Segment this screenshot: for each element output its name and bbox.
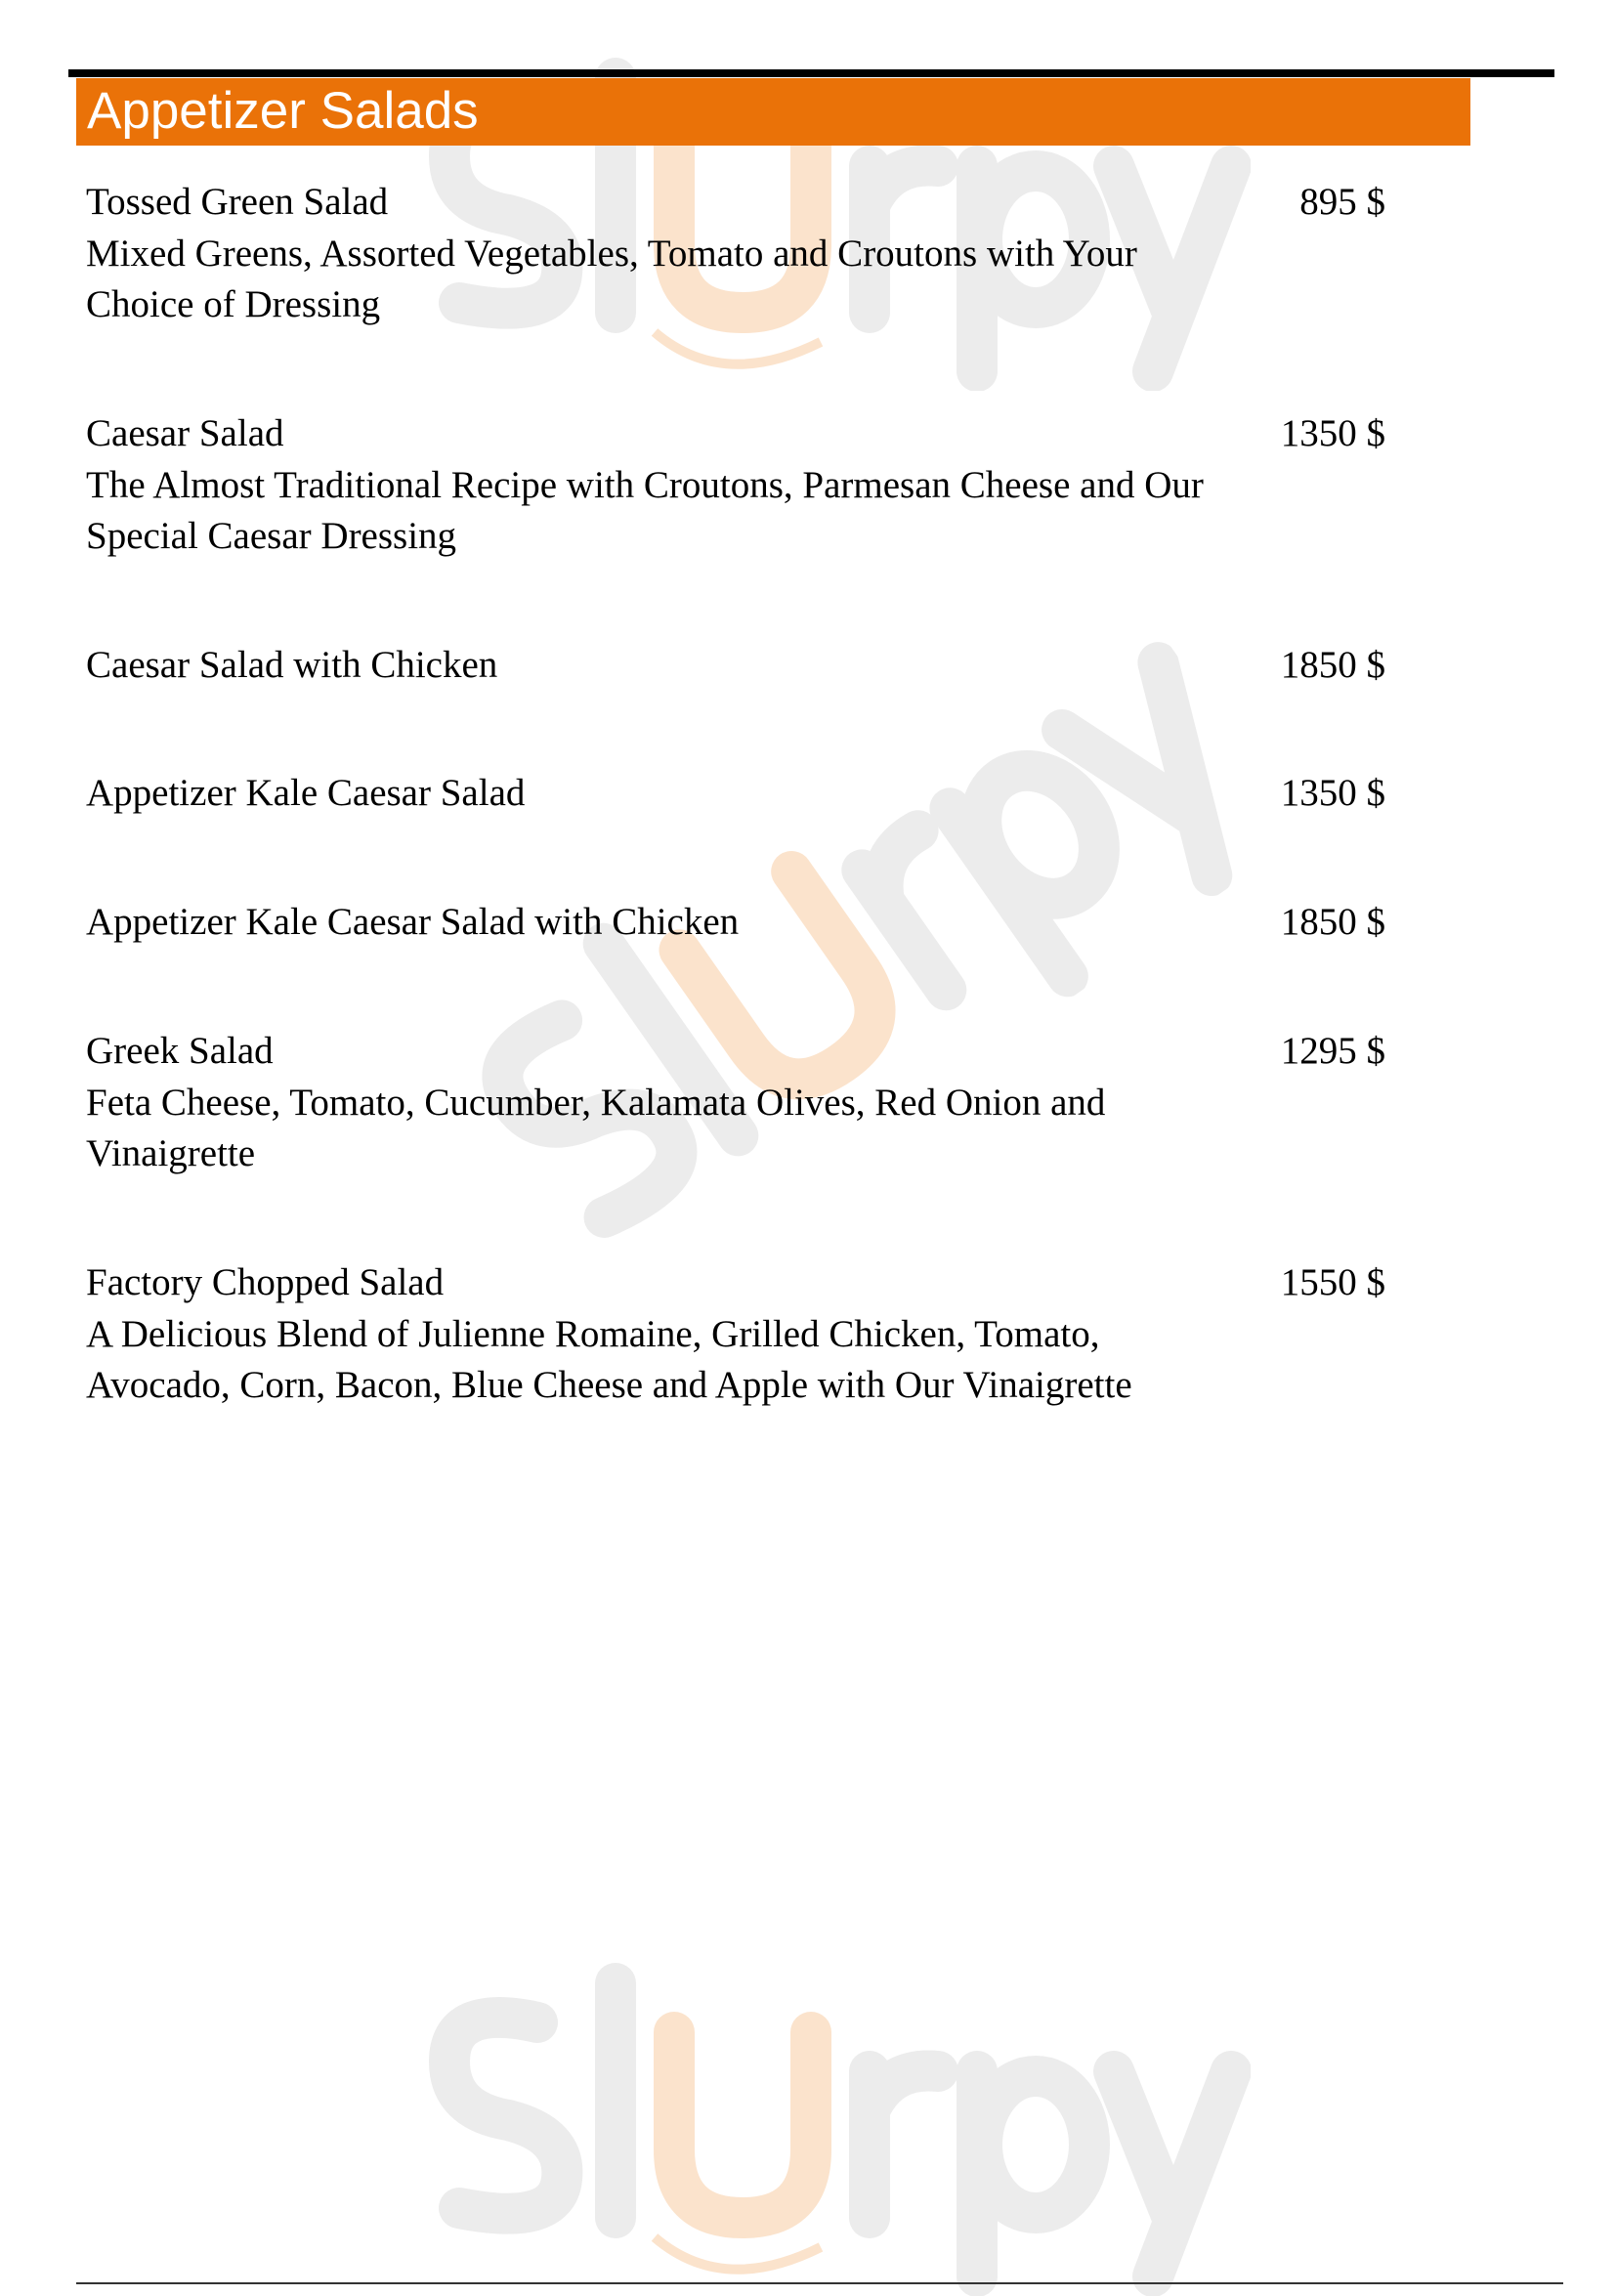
menu-item	[86, 1026, 1385, 1180]
section-header	[76, 78, 1470, 146]
item-description: The Almost Traditional Recipe with Croutons, Parmesan Cheese and Our Special Caesar Dressing	[86, 463, 1204, 557]
watermark-logo-bottom	[391, 1944, 1251, 2296]
item-description: Feta Cheese, Tomato, Cucumber, Kalamata Olives, Red Onion and Vinaigrette	[86, 1081, 1106, 1174]
item-name: Appetizer Kale Caesar Salad	[86, 772, 526, 814]
item-price: 1850 $	[1280, 901, 1385, 943]
item-price: 1295 $	[1280, 1030, 1385, 1072]
item-description: Mixed Greens, Assorted Vegetables, Tomato and Croutons with Your Choice of Dressing	[86, 232, 1137, 325]
item-price: 1550 $	[1280, 1261, 1385, 1303]
item-name: Greek Salad	[86, 1030, 274, 1072]
item-name: Tossed Green Salad	[86, 181, 389, 223]
menu-item	[86, 408, 1385, 563]
top-divider	[68, 69, 1554, 77]
menu-item	[86, 768, 1385, 820]
menu-item	[86, 640, 1385, 692]
item-price: 895 $	[1299, 181, 1385, 223]
item-name: Factory Chopped Salad	[86, 1261, 445, 1303]
bottom-divider	[76, 2282, 1563, 2284]
menu-item	[86, 1257, 1385, 1412]
section-title: Appetizer Salads	[87, 82, 479, 140]
item-name: Caesar Salad	[86, 412, 284, 454]
item-price: 1850 $	[1280, 644, 1385, 686]
menu-item	[86, 177, 1385, 331]
item-name: Appetizer Kale Caesar Salad with Chicken	[86, 901, 740, 943]
menu-item	[86, 897, 1385, 949]
item-price: 1350 $	[1280, 772, 1385, 814]
item-price: 1350 $	[1280, 412, 1385, 454]
item-name: Caesar Salad with Chicken	[86, 644, 498, 686]
item-description: A Delicious Blend of Julienne Romaine, Grilled Chicken, Tomato, Avocado, Corn, Bacon, Blue Cheese and Apple with Our Vinaigrette	[86, 1312, 1132, 1406]
